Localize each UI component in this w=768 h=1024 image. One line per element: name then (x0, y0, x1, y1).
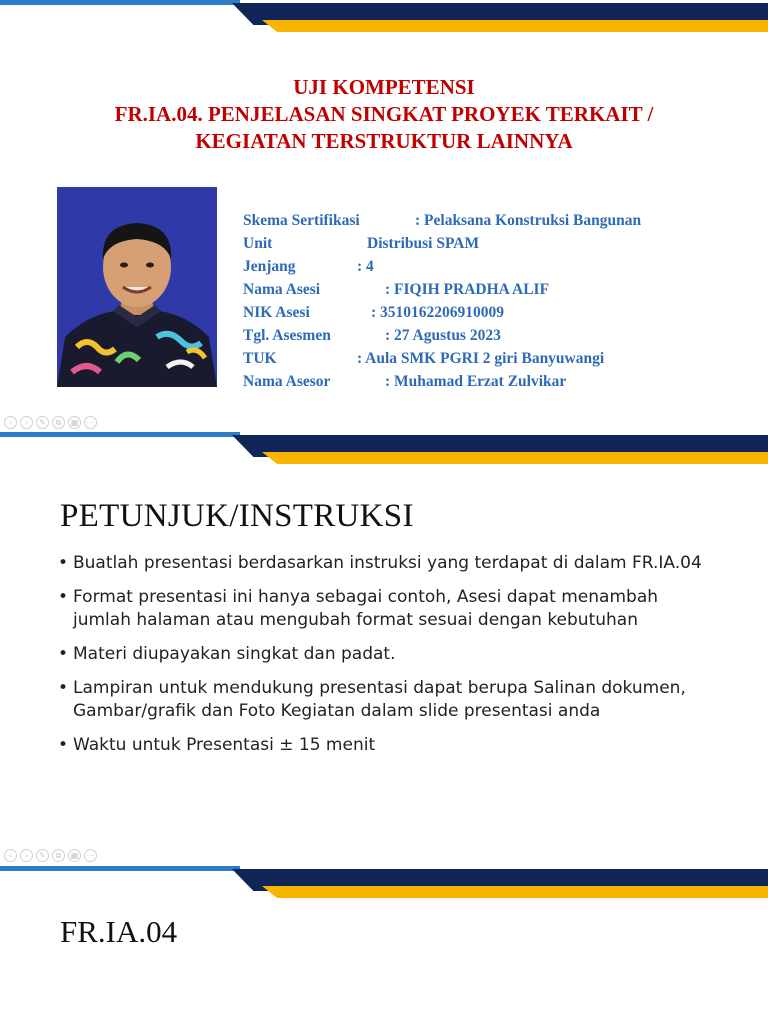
slide-instructions (0, 432, 768, 850)
more-icon[interactable]: ⋯ (84, 416, 97, 429)
header-stripe-yellow (262, 20, 768, 32)
pen-icon[interactable]: ✎ (36, 849, 49, 862)
next-icon[interactable]: › (20, 849, 33, 862)
list-item: • Materi diupayakan singkat dan padat. (58, 643, 718, 666)
cover-title-line3: KEGIATAN TERSTRUKTUR LAINNYA (195, 129, 573, 153)
info-label: Nama Asesi (243, 281, 321, 298)
header-stripe-light-blue (0, 0, 240, 5)
person-portrait-icon (57, 187, 217, 387)
info-value: : Aula SMK PGRI 2 giri Banyuwangi (357, 350, 605, 367)
cover-title-line1: UJI KOMPETENSI (293, 75, 475, 99)
info-value: : 27 Agustus 2023 (385, 327, 501, 344)
info-value: Distribusi SPAM (367, 235, 480, 252)
list-item: • Lampiran untuk mendukung presentasi dapat berupa Salinan dokumen, Gambar/grafik dan Foto Kegiatan dalam slide presentasi anda (58, 677, 718, 723)
cover-title (0, 74, 768, 155)
copy-icon[interactable]: ⧉ (52, 849, 65, 862)
list-item: • Format presentasi ini hanya sebagai contoh, Asesi dapat menambah jumlah halaman atau mengubah format sesuai dengan kebutuhan (58, 586, 718, 632)
slide-cover (0, 0, 768, 410)
list-item: • Buatlah presentasi berdasarkan instruksi yang terdapat di dalam FR.IA.04 (58, 552, 718, 575)
info-value: : Muhamad Erzat Zulvikar (385, 373, 567, 390)
header-stripe-light-blue (0, 866, 240, 871)
slide-fr-ia-04 (0, 866, 768, 1024)
next-icon[interactable]: › (20, 416, 33, 429)
prev-icon[interactable]: ‹ (4, 416, 17, 429)
grid-icon[interactable]: ▦ (68, 416, 81, 429)
info-value: : 4 (357, 258, 374, 275)
info-value: : 3510162206910009 (371, 304, 505, 321)
info-label: TUK (243, 350, 277, 367)
info-label: NIK Asesi (243, 304, 310, 321)
instructions-list (58, 552, 718, 768)
info-label: Nama Asesor (243, 373, 331, 390)
header-stripe-yellow (262, 886, 768, 898)
slide-toolbar-1 (4, 416, 97, 429)
list-item: • Waktu untuk Presentasi ± 15 menit (58, 734, 718, 757)
slide-toolbar-2 (4, 849, 97, 862)
pen-icon[interactable]: ✎ (36, 416, 49, 429)
copy-icon[interactable]: ⧉ (52, 416, 65, 429)
grid-icon[interactable]: ▦ (68, 849, 81, 862)
info-label: Jenjang (243, 258, 296, 275)
slide3-title: FR.IA.04 (60, 914, 178, 949)
asesi-photo (57, 187, 217, 387)
cover-title-line2: FR.IA.04. PENJELASAN SINGKAT PROYEK TERKAIT / (114, 102, 654, 126)
more-icon[interactable]: ⋯ (84, 849, 97, 862)
info-label: Unit (243, 235, 273, 252)
header-stripe-yellow (262, 452, 768, 464)
info-label: Skema Sertifikasi (243, 212, 360, 229)
prev-icon[interactable]: ‹ (4, 849, 17, 862)
info-value: : Pelaksana Konstruksi Bangunan (415, 212, 642, 229)
header-stripe-light-blue (0, 432, 240, 437)
info-label: Tgl. Asesmen (243, 327, 331, 344)
info-value: : FIQIH PRADHA ALIF (385, 281, 550, 298)
instructions-heading: PETUNJUK/INSTRUKSI (60, 498, 414, 534)
